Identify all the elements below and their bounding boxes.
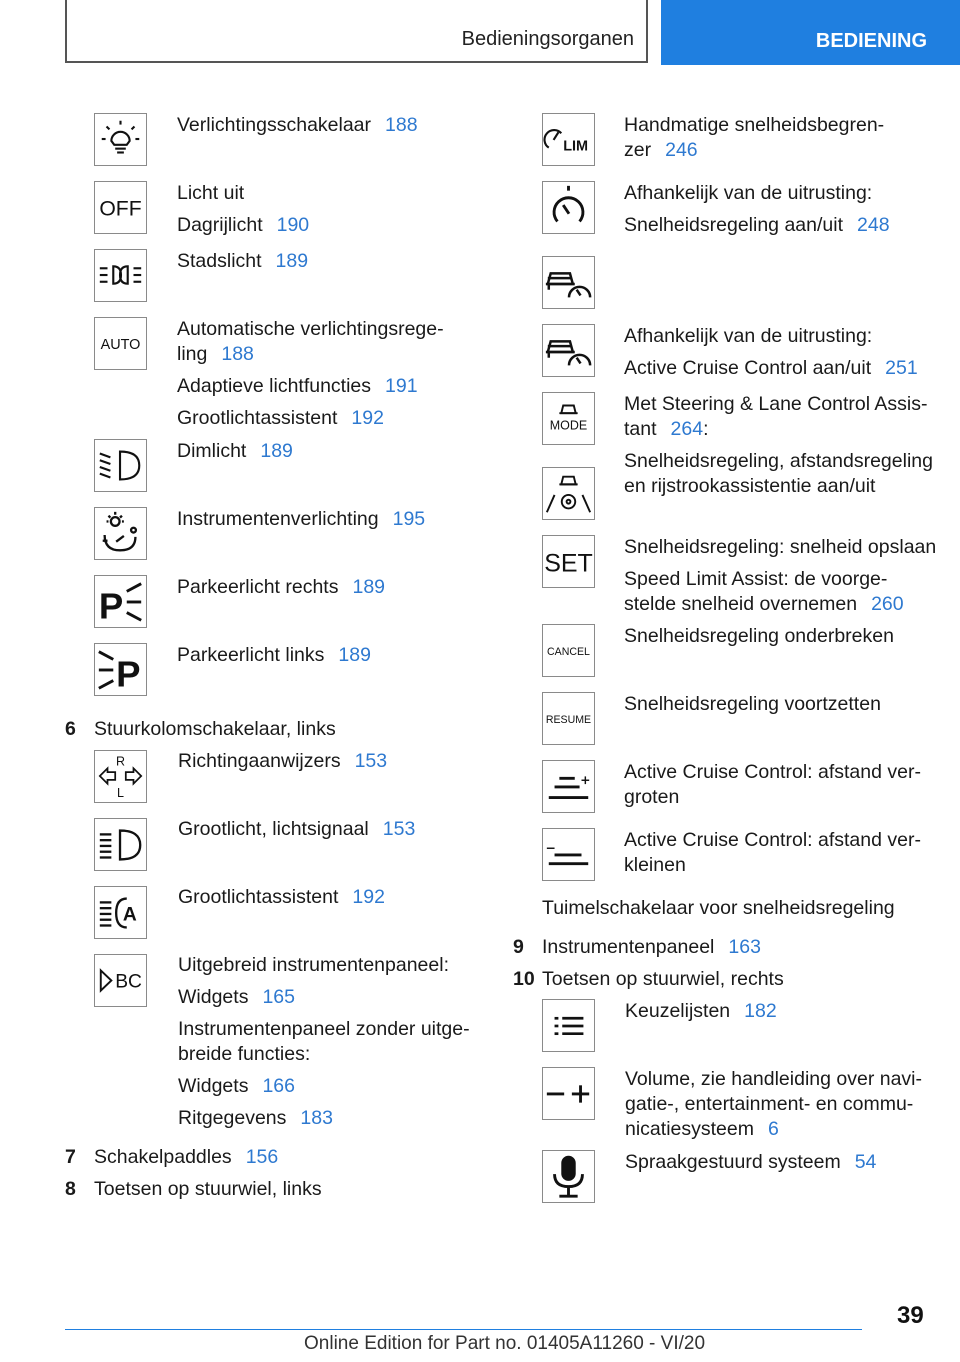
page-link[interactable]: 189 [275,250,309,272]
text-line: Afhankelijk van de uitrusting: [624,325,873,347]
page-link[interactable]: 156 [245,1146,279,1168]
item-title: Schakelpaddles 156 [94,1146,279,1168]
page-link[interactable]: 54 [854,1151,877,1173]
lane-control-icon [542,467,595,520]
text-line: Tuimelschakelaar voor snelheidsregeling [542,897,895,919]
side-lights-icon [94,249,147,302]
light-bulb-icon [94,113,147,166]
svg-text:SET: SET [544,549,593,578]
svg-text:R: R [115,754,126,769]
auto-icon [94,317,147,370]
text-line: Snelheidsregeling voortzetten [624,693,881,715]
mode-icon [542,392,595,445]
cruise-control-icon [542,181,595,234]
item-title: Toetsen op stuurwiel, rechts [542,968,784,990]
page-link[interactable]: 264 [670,418,704,440]
page-link[interactable]: 189 [338,644,371,666]
speed-limiter-icon [542,113,595,166]
text-line: Snelheidsregeling onderbreken [624,625,894,647]
page-link[interactable]: 192 [351,407,384,429]
text-line: Verlichtingsschakelaar 188 [177,114,418,136]
text-line: nicatiesysteem 6 [625,1118,779,1140]
item-title: Instrumentenpaneel 163 [542,936,761,958]
page-link[interactable]: 166 [262,1075,295,1097]
text-line: ling 188 [177,343,254,365]
page-number: 39 [897,1302,924,1329]
distance-decrease-icon [542,828,595,881]
text-line: Ritgegevens 183 [178,1107,333,1129]
text-line: tant 264: [624,418,709,440]
svg-text:P: P [98,585,124,627]
text-line: Richtingaanwijzers 153 [178,750,388,772]
text-line: Adaptieve lichtfuncties 191 [177,375,418,397]
text-line: Licht uit [177,182,245,204]
item-number: 8 [65,1178,76,1200]
page-link[interactable]: 251 [885,357,918,379]
text-line: Active Cruise Control aan/uit 251 [624,357,918,379]
text-line: Dimlicht 189 [177,440,293,462]
svg-text:LIM: LIM [563,138,589,155]
microphone-icon [542,1150,595,1203]
low-beam-icon [94,439,147,492]
svg-text:L: L [117,786,124,801]
text-line: en rijstrookassistentie aan/uit [624,475,876,497]
text-line: Automatische verlichtingsrege- [177,318,444,340]
parking-light-right-icon [94,575,147,628]
instrument-lighting-icon [94,507,147,560]
text-line: Spraakgestuurd systeem 54 [625,1151,877,1173]
high-beam-icon [94,818,147,871]
text-line: Dagrijlicht 190 [177,214,310,236]
text-line: Active Cruise Control: afstand ver- [624,829,921,851]
text-line: Active Cruise Control: afstand ver- [624,761,921,783]
text-line: Grootlicht, lichtsignaal 153 [178,818,416,840]
text-line: kleinen [624,854,686,876]
turn-signal-icon [94,750,147,803]
resume-icon [542,692,595,745]
svg-text:RESUME: RESUME [545,713,592,726]
text-line: groten [624,786,680,808]
text-line: Uitgebreid instrumentenpaneel: [178,954,450,976]
page-link[interactable]: 248 [857,214,890,236]
text-line: breide functies: [178,1043,311,1065]
off-icon [94,181,147,234]
distance-increase-icon [542,760,595,813]
svg-text:MODE: MODE [549,418,588,433]
text-line: Snelheidsregeling: snelheid opslaan [624,536,937,558]
set-icon [542,535,595,588]
page-link[interactable]: 153 [382,818,416,840]
page-link[interactable]: 163 [728,936,761,958]
item-number: 7 [65,1146,76,1168]
page-link[interactable]: 260 [871,593,904,615]
text-line: gatie-, entertainment- en commu- [625,1093,914,1115]
page-link[interactable]: 183 [300,1107,333,1129]
volume-icon [542,1067,595,1120]
active-cruise-control-icon [542,256,595,309]
footer-divider [65,1329,862,1330]
text-line: Stadslicht 189 [177,250,309,272]
text-line: Grootlichtassistent 192 [177,407,384,429]
section-title: Bedieningsorganen [461,28,634,50]
page-link[interactable]: 192 [352,886,385,908]
item-title: Stuurkolomschakelaar, links [94,718,336,740]
high-beam-assistant-icon [94,886,147,939]
item-title: Toetsen op stuurwiel, links [94,1178,322,1200]
text-line: zer 246 [624,139,698,161]
page-link[interactable]: 182 [744,1000,777,1022]
page-link[interactable]: 188 [221,343,254,365]
bc-icon [94,954,147,1007]
text-line: Handmatige snelheidsbegren- [624,114,885,136]
svg-text:CANCEL: CANCEL [547,645,590,658]
text-line: Volume, zie handleiding over navi- [625,1068,923,1090]
item-number: 10 [513,968,535,990]
active-cruise-control-icon [542,324,595,377]
page-link[interactable]: 153 [354,750,388,772]
page-link[interactable]: 191 [385,375,418,397]
text-line: stelde snelheid overnemen 260 [624,593,904,615]
text-line: Instrumentenpaneel zonder uitge- [178,1018,470,1040]
page-link[interactable]: 6 [767,1118,779,1140]
footer-edition: Online Edition for Part no. 01405A11260 - VI/20 [304,1333,706,1354]
svg-text:BC: BC [115,971,142,993]
page-link[interactable]: 189 [352,576,386,598]
svg-text:A: A [122,904,137,926]
page-link[interactable]: 246 [665,139,698,161]
page-link[interactable]: 195 [392,508,426,530]
text-line: Keuzelijsten 182 [625,1000,777,1022]
svg-text:OFF: OFF [99,197,142,221]
text-line: Afhankelijk van de uitrusting: [624,182,873,204]
text-line: Parkeerlicht rechts 189 [177,576,386,598]
svg-text:P: P [116,653,141,695]
text-line: Met Steering & Lane Control Assis- [624,393,928,415]
text-line: Widgets 166 [178,1075,295,1097]
item-number: 9 [513,936,524,958]
page-link[interactable]: 165 [262,986,295,1008]
text-line: Parkeerlicht links 189 [177,644,371,666]
list-icon [542,999,595,1052]
chapter-tab[interactable]: BEDIENING [661,0,960,65]
item-number: 6 [65,718,76,740]
parking-light-left-icon [94,643,147,696]
text-line: Instrumentenverlichting 195 [177,508,426,530]
text-line: Grootlichtassistent 192 [178,886,385,908]
text-line: Speed Limit Assist: de voorge- [624,568,888,590]
header-box [65,0,648,63]
text-line: Snelheidsregeling aan/uit 248 [624,214,890,236]
page-link[interactable]: 188 [385,114,418,136]
svg-text:AUTO: AUTO [100,336,141,353]
page-link[interactable]: 189 [260,440,293,462]
text-line: Snelheidsregeling, afstandsregeling [624,450,933,472]
text-line: Widgets 165 [178,986,295,1008]
cancel-icon [542,624,595,677]
page-link[interactable]: 190 [276,214,310,236]
